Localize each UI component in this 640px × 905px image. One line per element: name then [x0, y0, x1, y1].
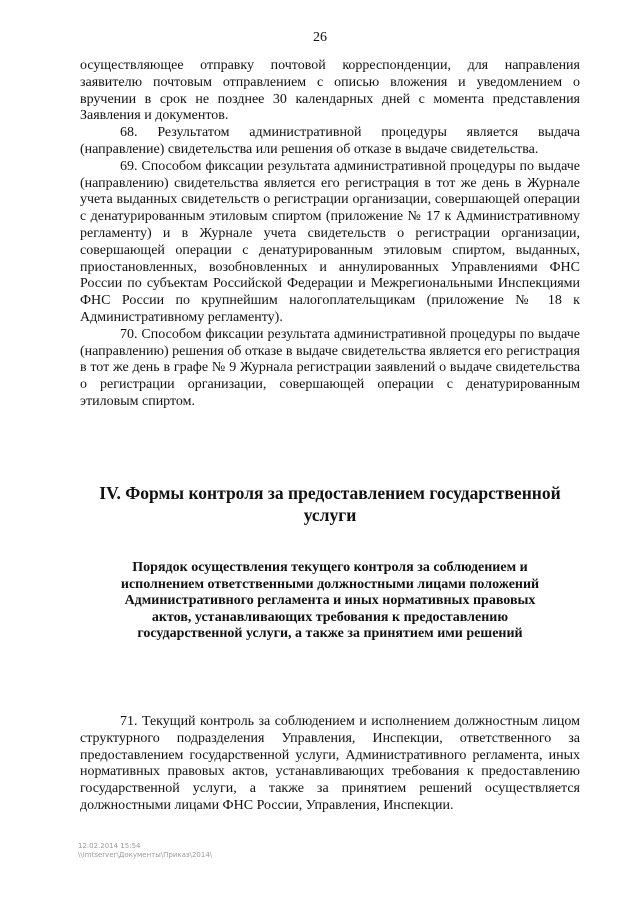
- paragraph-70: 70. Способом фиксации результата административной процедуры по выдаче (направлению) решения об отказе в выдаче свидетельства является его регистрация в тот же день в графе № 9 Журнала регистрации заявлений о выдаче свидетельства о регистрации организации, совершающей операции с денатурированным этиловым спиртом.: [80, 326, 580, 409]
- footer-stamp: [78, 842, 212, 860]
- body-text-top: [80, 58, 580, 411]
- section-heading: IV. Формы контроля за предоставлением государственной услуги: [99, 483, 561, 525]
- paragraph-71: 71. Текущий контроль за соблюдением и исполнением должностным лицом структурного подразделения Управления, Инспекции, ответственного за предоставлением государственной услуги, Административного регламента, иных нормативных правовых актов, устанавливающих требования к предоставлению государственной услуги, а также за принятием решений осуществляется должностными лицами ФНС России, Управления, Инспекции.: [80, 714, 580, 813]
- sub-heading: Порядок осуществления текущего контроля за соблюдением и исполнением ответственными должностными лицами положений Административного регламента и иных нормативных правовых актов, устанавливающих требования к предоставлению государственной услуги, а также за принятием ими решений: [120, 560, 540, 641]
- footer-stamp-date: 12.02.2014 15:54: [78, 842, 141, 850]
- page-number: 26: [313, 30, 327, 45]
- paragraph-69: 69. Способом фиксации результата административной процедуры по выдаче (направлению) свидетельства является его регистрация в тот же день в Журнале учета выданных свидетельств о регистрации организации, совершающей операции с денатурированным этиловым спиртом (приложение № 17 к Административному регламенту) и в Журнале учета свидетельств о регистрации организации, совершающей операции с денатурированным этиловым спиртом, выданных, приостановленных, возобновленных и аннулированных Управлениями ФНС России по субъектам Российской Федерации и Межрегиональными Инспекциями ФНС России по крупнейшим налогоплательщикам (приложение № 18 к Административному регламенту).: [80, 158, 580, 325]
- paragraph-continuation: осуществляющее отправку почтовой корреспонденции, для направления заявителю почтовым отправлением с описью вложения и уведомлением о вручении в срок не позднее 30 календарных дней с момента представления Заявления и документов.: [80, 58, 580, 124]
- paragraph-68: 68. Результатом административной процедуры является выдача (направление) свидетельства или решения об отказе в выдаче свидетельства.: [80, 125, 580, 157]
- body-text-bottom: [80, 714, 580, 815]
- footer-stamp-path: \\Imtserver\Документы\Приказ\2014\: [78, 851, 213, 859]
